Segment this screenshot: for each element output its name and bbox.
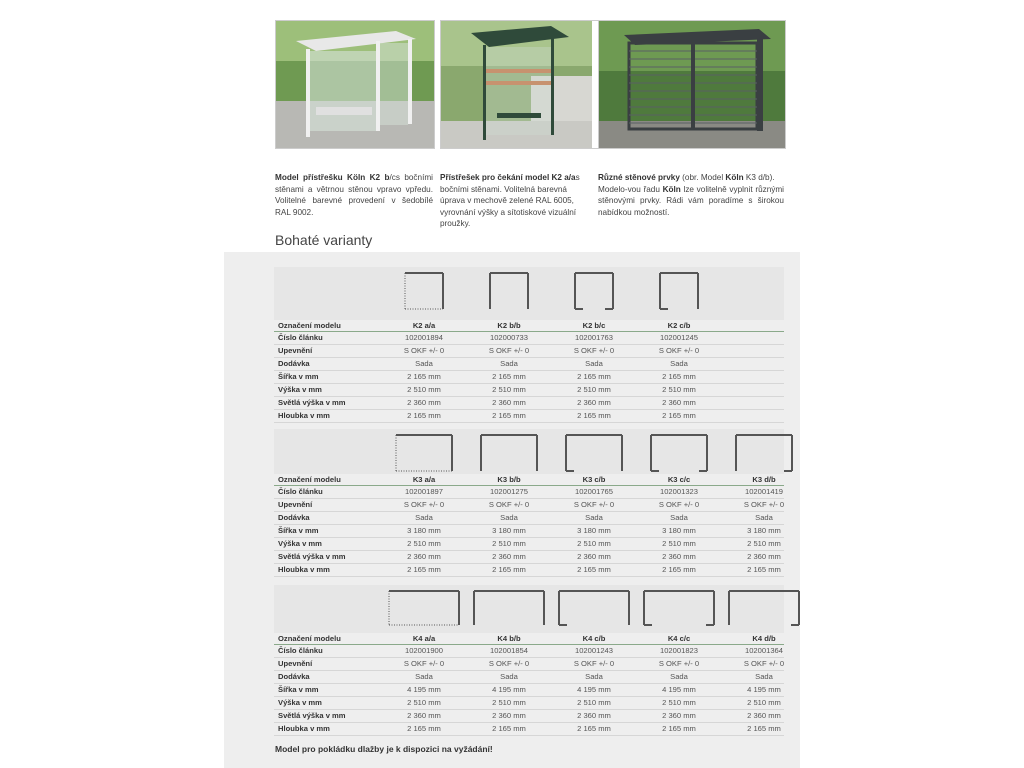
table-cell: 2 510 mm xyxy=(662,698,696,707)
footnote: Model pro pokládku dlažby je k dispozici na vyžádání! xyxy=(275,744,493,754)
table-cell: K3 a/a xyxy=(412,475,436,484)
clear-height-row xyxy=(274,397,784,410)
table-cell: 2 165 mm xyxy=(492,411,526,420)
table-cell: 2 510 mm xyxy=(407,385,441,394)
table-cell: 3 180 mm xyxy=(747,526,781,535)
table-cell: 4 195 mm xyxy=(577,685,611,694)
table-cell: 2 165 mm xyxy=(662,372,696,381)
table-cell: 2 360 mm xyxy=(492,552,526,561)
row-label: Číslo článku xyxy=(278,646,323,655)
table-cell: 2 165 mm xyxy=(747,724,781,733)
section-heading: Bohaté varianty xyxy=(275,232,373,248)
table-cell: 2 510 mm xyxy=(407,698,441,707)
table-cell: 2 510 mm xyxy=(747,698,781,707)
floor-plan-icon xyxy=(734,433,794,478)
table-cell: 2 360 mm xyxy=(407,552,441,561)
floor-plan-icon xyxy=(488,271,530,316)
caption-3-text-b: lze volitelně vyplnit různými stěnovými prvky. Rádi vám poradíme s širokou nabídkou možností. xyxy=(598,184,784,217)
table-cell: S OKF +/- 0 xyxy=(573,346,615,355)
table-cell: 4 195 mm xyxy=(407,685,441,694)
height-row xyxy=(274,697,784,710)
table-cell: 3 180 mm xyxy=(662,526,696,535)
row-label: Výška v mm xyxy=(278,539,322,548)
table-cell: 2 165 mm xyxy=(662,724,696,733)
width-row xyxy=(274,371,784,384)
table-cell: 2 165 mm xyxy=(577,724,611,733)
table-cell: K2 b/b xyxy=(497,321,521,330)
table-cell: Sada xyxy=(670,672,688,681)
table-cell: 2 360 mm xyxy=(747,552,781,561)
table-cell: 2 360 mm xyxy=(577,398,611,407)
floor-plan-icon xyxy=(649,433,709,478)
depth-row xyxy=(274,410,784,423)
row-label: Světlá výška v mm xyxy=(278,552,346,561)
row-label: Hloubka v mm xyxy=(278,724,330,733)
variants-table-4 xyxy=(274,585,784,736)
photo-caption-3 xyxy=(598,172,784,218)
row-label: Světlá výška v mm xyxy=(278,398,346,407)
table-cell: Sada xyxy=(755,672,773,681)
photo-k3-db-shelter xyxy=(598,20,786,149)
table-cell: 2 510 mm xyxy=(492,539,526,548)
variants-panel xyxy=(224,252,800,768)
table-cell: S OKF +/- 0 xyxy=(658,659,700,668)
table-cell: 2 165 mm xyxy=(577,565,611,574)
table-cell: 2 510 mm xyxy=(492,385,526,394)
table-cell: S OKF +/- 0 xyxy=(488,659,530,668)
table-cell: S OKF +/- 0 xyxy=(573,659,615,668)
table-cell: K3 c/c xyxy=(667,475,691,484)
table-cell: K4 c/c xyxy=(667,634,691,643)
depth-row xyxy=(274,564,784,577)
table-cell: K3 d/b xyxy=(752,475,776,484)
table-cell: 2 165 mm xyxy=(662,411,696,420)
table-cell: 2 510 mm xyxy=(662,385,696,394)
table-cell: 2 360 mm xyxy=(407,711,441,720)
floor-plan-icon xyxy=(642,589,716,632)
height-row xyxy=(274,538,784,551)
row-label: Upevnění xyxy=(278,500,313,509)
table-cell: 2 360 mm xyxy=(577,552,611,561)
table-cell: 2 165 mm xyxy=(407,724,441,733)
table-cell: 2 165 mm xyxy=(407,565,441,574)
table-cell: S OKF +/- 0 xyxy=(403,346,445,355)
table-cell: 2 360 mm xyxy=(747,711,781,720)
width-row xyxy=(274,525,784,538)
table-cell: K2 a/a xyxy=(412,321,436,330)
row-label: Šířka v mm xyxy=(278,526,319,535)
table-cell: 2 165 mm xyxy=(577,372,611,381)
caption-1-lead: Model přístřešku xyxy=(275,173,343,182)
article-row xyxy=(274,645,784,658)
floor-plan-icon xyxy=(557,589,631,632)
row-label: Označení modelu xyxy=(278,634,341,643)
row-label: Číslo článku xyxy=(278,487,323,496)
model-row xyxy=(274,320,784,332)
table-cell: Sada xyxy=(415,359,433,368)
caption-3-name: Köln xyxy=(725,173,744,182)
mount-row xyxy=(274,658,784,671)
table-cell: 2 510 mm xyxy=(407,539,441,548)
table-cell: Sada xyxy=(415,513,433,522)
table-cell: S OKF +/- 0 xyxy=(573,500,615,509)
table-cell: 102001823 xyxy=(659,646,698,655)
table-cell: 2 360 mm xyxy=(662,552,696,561)
floor-plan-icon xyxy=(403,271,445,316)
caption-3-text-a: Modelo-vou řadu xyxy=(598,184,663,194)
table-cell: 2 360 mm xyxy=(407,398,441,407)
photo-caption-1 xyxy=(275,172,433,218)
depth-row xyxy=(274,723,784,736)
width-row xyxy=(274,684,784,697)
table-cell: 102001897 xyxy=(404,487,443,496)
table-cell: 2 165 mm xyxy=(492,372,526,381)
article-row xyxy=(274,332,784,345)
table-cell: S OKF +/- 0 xyxy=(403,500,445,509)
caption-3-lead: Různé stěnové prvky xyxy=(598,173,680,182)
row-label: Dodávka xyxy=(278,513,310,522)
table-cell: S OKF +/- 0 xyxy=(488,346,530,355)
table-cell: S OKF +/- 0 xyxy=(743,500,785,509)
row-label: Označení modelu xyxy=(278,321,341,330)
height-row xyxy=(274,384,784,397)
table-cell: 2 165 mm xyxy=(577,411,611,420)
table-cell: 2 165 mm xyxy=(407,411,441,420)
caption-3-mid2: K3 d/b). xyxy=(743,173,775,182)
table-cell: Sada xyxy=(670,513,688,522)
table-cell: 102000733 xyxy=(489,333,528,342)
table-cell: 102001364 xyxy=(744,646,783,655)
table-cell: 4 195 mm xyxy=(662,685,696,694)
row-label: Výška v mm xyxy=(278,698,322,707)
row-label: Dodávka xyxy=(278,359,310,368)
table-cell: K2 b/c xyxy=(582,321,606,330)
floor-plan-icon xyxy=(658,271,700,316)
table-cell: Sada xyxy=(500,359,518,368)
table-cell: K3 c/b xyxy=(582,475,606,484)
table-cell: Sada xyxy=(415,672,433,681)
caption-3-name2: Köln xyxy=(662,184,681,194)
table-cell: S OKF +/- 0 xyxy=(488,500,530,509)
table-cell: Sada xyxy=(585,672,603,681)
photo-k2-aa-shelter xyxy=(440,20,600,149)
delivery-row xyxy=(274,358,784,371)
variants-table-2 xyxy=(274,267,784,423)
table-cell: 102001243 xyxy=(574,646,613,655)
mount-row xyxy=(274,345,784,358)
caption-2-lead: Přístřešek pro čekání model K2 a/a xyxy=(440,173,576,182)
mount-row xyxy=(274,499,784,512)
table-cell: Sada xyxy=(585,359,603,368)
table-cell: 102001419 xyxy=(744,487,783,496)
row-label: Číslo článku xyxy=(278,333,323,342)
table-cell: S OKF +/- 0 xyxy=(658,346,700,355)
row-label: Označení modelu xyxy=(278,475,341,484)
photo-k2-bc-shelter xyxy=(275,20,435,149)
table-cell: 102001900 xyxy=(404,646,443,655)
clear-height-row xyxy=(274,551,784,564)
delivery-row xyxy=(274,671,784,684)
row-label: Upevnění xyxy=(278,659,313,668)
table-cell: K3 b/b xyxy=(497,475,521,484)
table-cell: 4 195 mm xyxy=(747,685,781,694)
model-row xyxy=(274,474,784,486)
table-cell: 2 165 mm xyxy=(492,565,526,574)
floor-plan-icon xyxy=(727,589,801,632)
variants-table-3 xyxy=(274,429,784,577)
table-cell: 102001765 xyxy=(574,487,613,496)
table-cell: 2 510 mm xyxy=(492,698,526,707)
table-cell: 102001275 xyxy=(489,487,528,496)
table-cell: 102001763 xyxy=(574,333,613,342)
table-cell: 2 510 mm xyxy=(577,698,611,707)
table-cell: 102001245 xyxy=(659,333,698,342)
row-label: Šířka v mm xyxy=(278,372,319,381)
floor-plan-icon xyxy=(573,271,615,316)
table-cell: S OKF +/- 0 xyxy=(658,500,700,509)
table-cell: Sada xyxy=(585,513,603,522)
caption-1-name: Köln K2 b xyxy=(347,173,390,182)
table-cell: 3 180 mm xyxy=(492,526,526,535)
table-cell: 3 180 mm xyxy=(407,526,441,535)
row-label: Hloubka v mm xyxy=(278,565,330,574)
table-cell: Sada xyxy=(500,672,518,681)
table-cell: 3 180 mm xyxy=(577,526,611,535)
table-cell: 2 360 mm xyxy=(492,711,526,720)
delivery-row xyxy=(274,512,784,525)
table-cell: 102001323 xyxy=(659,487,698,496)
table-cell: 2 360 mm xyxy=(662,711,696,720)
table-cell: 4 195 mm xyxy=(492,685,526,694)
table-cell: 2 510 mm xyxy=(747,539,781,548)
row-label: Výška v mm xyxy=(278,385,322,394)
table-plan-band xyxy=(274,585,784,633)
row-label: Hloubka v mm xyxy=(278,411,330,420)
table-cell: S OKF +/- 0 xyxy=(403,659,445,668)
caption-1-text: /cs bočními stěnami a větrnou stěnou vpravo vpředu. Volitelné barevné provedení v šedobílé RAL 9002. xyxy=(275,173,433,217)
table-plan-band xyxy=(274,429,784,474)
floor-plan-icon xyxy=(472,589,546,632)
table-cell: 102001854 xyxy=(489,646,528,655)
clear-height-row xyxy=(274,710,784,723)
caption-3-mid: (obr. Model xyxy=(679,173,726,182)
table-cell: K2 c/b xyxy=(667,321,691,330)
model-row xyxy=(274,633,784,645)
table-cell: 2 165 mm xyxy=(407,372,441,381)
table-cell: 2 510 mm xyxy=(662,539,696,548)
table-cell: Sada xyxy=(500,513,518,522)
floor-plan-icon xyxy=(394,433,454,478)
floor-plan-icon xyxy=(387,589,461,632)
photo-caption-2 xyxy=(440,172,591,230)
table-cell: 2 360 mm xyxy=(577,711,611,720)
table-cell: 2 510 mm xyxy=(577,539,611,548)
table-cell: 2 510 mm xyxy=(577,385,611,394)
article-row xyxy=(274,486,784,499)
table-plan-band xyxy=(274,267,784,320)
table-cell: K4 d/b xyxy=(752,634,776,643)
table-cell: 2 165 mm xyxy=(747,565,781,574)
floor-plan-icon xyxy=(479,433,539,478)
table-cell: K4 c/b xyxy=(582,634,606,643)
caption-2-text: s bočními stěnami. Volitelná barevná úprava v mechově zelené RAL 6005, vyrovnání výšky a sítotiskové vizuální proužky. xyxy=(440,173,580,228)
table-cell: Sada xyxy=(755,513,773,522)
table-cell: S OKF +/- 0 xyxy=(743,659,785,668)
table-cell: K4 b/b xyxy=(497,634,521,643)
table-cell: 2 360 mm xyxy=(662,398,696,407)
table-cell: 2 165 mm xyxy=(492,724,526,733)
table-cell: 2 360 mm xyxy=(492,398,526,407)
floor-plan-icon xyxy=(564,433,624,478)
row-label: Dodávka xyxy=(278,672,310,681)
table-cell: K4 a/a xyxy=(412,634,436,643)
table-cell: Sada xyxy=(670,359,688,368)
row-label: Upevnění xyxy=(278,346,313,355)
row-label: Šířka v mm xyxy=(278,685,319,694)
table-cell: 2 165 mm xyxy=(662,565,696,574)
table-cell: 102001894 xyxy=(404,333,443,342)
row-label: Světlá výška v mm xyxy=(278,711,346,720)
